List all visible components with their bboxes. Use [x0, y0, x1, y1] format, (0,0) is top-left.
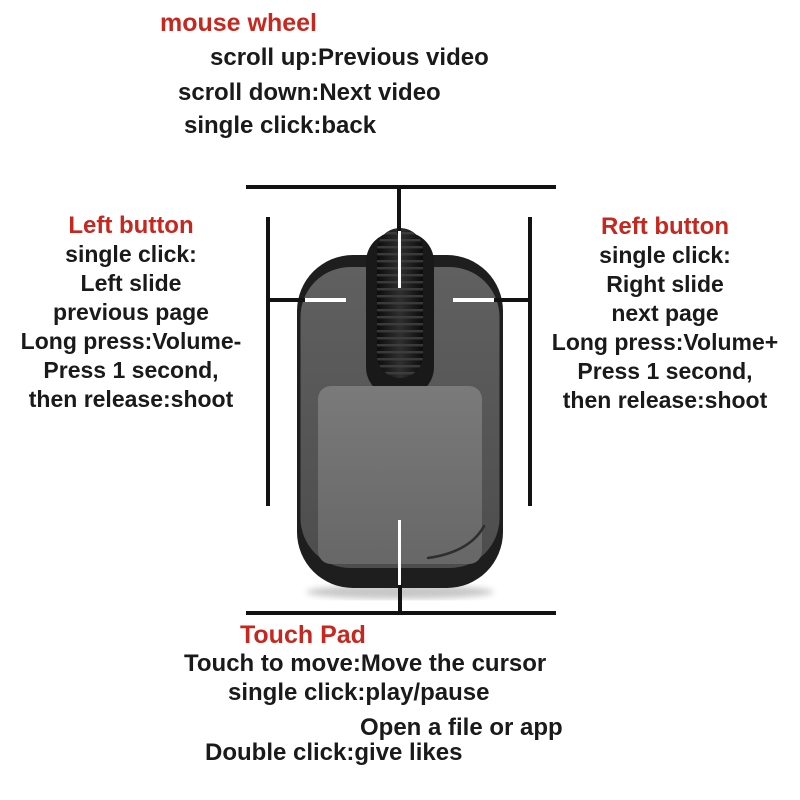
right-button-line: then release:shoot — [562, 387, 768, 413]
mouse-wheel-title: mouse wheel — [160, 9, 317, 37]
right-button-line: single click: — [599, 242, 731, 268]
left-callout-tick-white — [305, 298, 346, 302]
right-callout-tick — [492, 298, 532, 302]
left-button-title: Left button — [68, 212, 194, 239]
wheel-callout-stem-white — [398, 231, 401, 288]
left-button-line: Press 1 second, — [43, 357, 219, 383]
touch-pad-line-open-file: Open a file or app — [360, 714, 563, 741]
mouse-wheel-line-scroll-up: scroll up:Previous video — [210, 44, 489, 71]
right-callout-tick-white — [453, 298, 494, 302]
touch-pad-line-double-click: Double click:give likes — [205, 739, 463, 766]
left-callout-tick — [267, 298, 307, 302]
left-button-callout — [0, 211, 262, 414]
touchpad-callout-bar — [246, 611, 556, 615]
left-button-line: Long press:Volume- — [20, 328, 242, 354]
left-button-line: Left slide — [80, 270, 182, 296]
touch-pad-title: Touch Pad — [240, 621, 366, 649]
right-button-line: Long press:Volume+ — [551, 329, 779, 355]
touchpad-callout-stem-white — [398, 520, 401, 585]
left-button-line: then release:shoot — [28, 386, 234, 412]
wheel-callout-bar — [246, 185, 556, 189]
right-button-line: Right slide — [606, 271, 724, 297]
left-button-line: single click: — [65, 241, 197, 267]
left-callout-line — [266, 217, 270, 506]
touch-pad-line-move: Touch to move:Move the cursor — [184, 650, 547, 677]
right-button-line: next page — [611, 300, 719, 326]
touch-pad-line-single-click: single click:play/pause — [228, 679, 490, 706]
mouse-wheel-line-single-click: single click:back — [184, 112, 377, 139]
left-button-line: previous page — [53, 299, 209, 325]
right-button-line: Press 1 second, — [577, 358, 753, 384]
right-button-title: Reft button — [601, 213, 729, 240]
right-button-callout — [532, 212, 798, 415]
right-callout-line — [528, 217, 532, 506]
mouse-wheel-line-scroll-down: scroll down:Next video — [178, 79, 441, 106]
wheel-callout-stem — [397, 187, 401, 234]
